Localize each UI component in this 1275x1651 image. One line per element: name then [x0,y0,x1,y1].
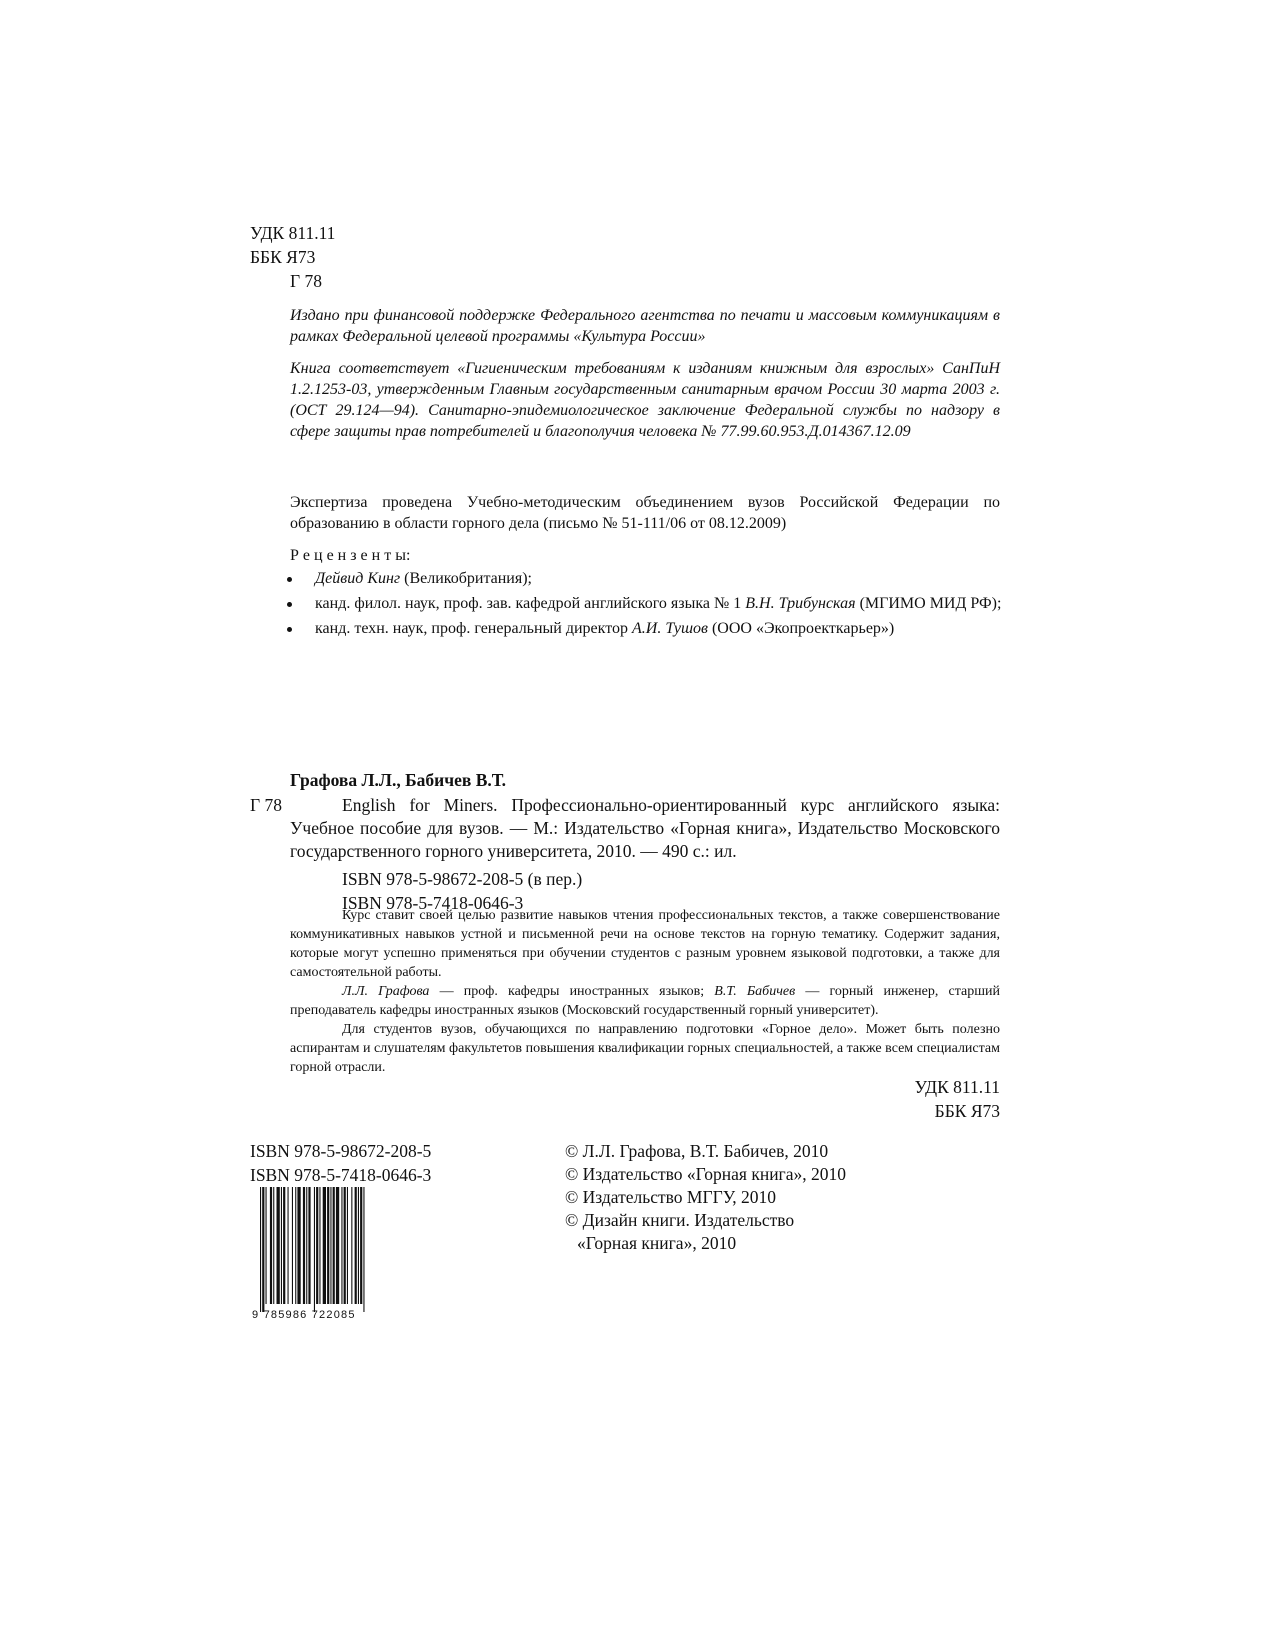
barcode-bar [314,1187,315,1312]
barcode-bar [330,1187,331,1304]
author-mark: Г 78 [290,271,322,291]
bbk-code-right: ББК Я73 [934,1101,1000,1121]
copyright-line: © Дизайн книги. Издательство [565,1210,795,1230]
barcode-bar [360,1187,362,1304]
barcode-bar [341,1187,342,1304]
copyright-line: © Л.Л. Графова, В.Т. Бабичев, 2010 [565,1141,829,1161]
barcode-bar [260,1187,261,1312]
bbk-code: ББК Я73 [250,247,316,267]
barcode-bar [308,1187,310,1304]
reviewer-name: А.И. Тушов [632,620,708,637]
barcode-bar [273,1187,274,1304]
barcode-digits: 9 785986 722085 [252,1309,356,1321]
copyright-block [565,1140,846,1255]
annotation-paragraph: Для студентов вузов, обучающихся по направлению подготовки «Горное дело». Может быть полезно аспирантам и слушателям факультетов повышения квалификации горных специальностей, а также всем специалистам горной отрасли. [290,1022,1000,1075]
barcode-bar [262,1187,264,1312]
barcode-bar [355,1187,357,1304]
barcode-bar [336,1187,339,1304]
barcode-bar [323,1187,326,1304]
reviewer-name: В.Н. Трибунская [745,595,856,612]
annotation-paragraph: Курс ставит своей целью развитие навыков чтения профессиональных текстов, а также совершенствование коммуникативных навыков устной и письменной речи на основе текстов на горную тематику. Содержит задания, которые могут успешно применяться при обучении студентов с разным уровнем языковой подготовки, а также для самостоятельной работы. [290,908,1000,980]
barcode-bar [288,1187,289,1304]
barcode-bar [281,1187,282,1304]
barcode-bar [297,1187,300,1304]
bib-description: English for Miners. Профессионально-ориентированный курс английского языка: Учебное пособие для вузов. — М.: Издательство «Горная книга», Издательство Московского государственного горного университета, 2010. — 490 с.: ил. [290,795,1000,861]
copyright-line: «Горная книга», 2010 [577,1233,737,1253]
reviewer-item: канд. техн. наук, проф. генеральный директор А.И. Тушов (ООО «Экопроекткарьер») [285,618,1005,639]
barcode-bar [327,1187,329,1304]
bib-authors: Графова Л.Л., Бабичев В.Т. [290,770,507,790]
funding-note: Издано при финансовой поддержке Федерального агентства по печати и массовым коммуникациям в рамках Федеральной целевой программы «Культура России» [290,307,1000,345]
reviewer-item: канд. филол. наук, проф. зав. кафедрой английского языка № 1 В.Н. Трибунская (МГИМО МИД РФ); [285,593,1005,614]
barcode-bar [363,1187,364,1312]
barcode-bar [351,1187,352,1304]
copyright-line: © Издательство «Горная книга», 2010 [565,1164,846,1184]
barcode-bar [295,1187,296,1304]
reviewers-list [285,568,1005,643]
barcode-bar [319,1187,320,1304]
barcode-bar [283,1187,285,1304]
barcode-bar [270,1187,272,1304]
barcode-bars [260,1187,365,1312]
barcode-bar [347,1187,348,1304]
bib-isbn-2: ISBN 978-5-7418-0646-3 [342,893,524,913]
barcode-bar [277,1187,280,1304]
reviewer-item: Дейвид Кинг (Великобритания); [285,568,1005,589]
barcode-bar [344,1187,346,1304]
barcode-bar [333,1187,335,1304]
barcode-bar [292,1187,293,1304]
isbn-line-1: ISBN 978-5-98672-208-5 [250,1141,432,1161]
isbn-line-2: ISBN 978-5-7418-0646-3 [250,1165,432,1185]
isbn-barcode [250,1187,400,1322]
barcode-bar [358,1187,359,1304]
reviewers-heading: Р е ц е н з е н т ы: [290,547,411,564]
copyright-line: © Издательство МГГУ, 2010 [565,1187,777,1207]
annotation-paragraph: Л.Л. Графова — проф. кафедры иностранных языков; В.Т. Бабичев — горный инженер, старший преподаватель кафедры иностранных языков (Московский государственный горный университет). [290,984,1000,1018]
bib-isbn-1: ISBN 978-5-98672-208-5 (в пер.) [342,869,583,889]
author-name: Л.Л. Графова [342,984,430,999]
barcode-bar [303,1187,305,1304]
udk-code: УДК 811.11 [250,223,336,243]
barcode-bar [316,1187,318,1304]
udk-code-right: УДК 811.11 [914,1077,1000,1097]
annotation [290,906,1000,1077]
bib-mark: Г 78 [250,795,282,815]
author-name: В.Т. Бабичев [714,984,796,999]
barcode-bar [306,1187,307,1304]
sanitary-note: Книга соответствует «Гигиеническим требованиям к изданиям книжным для взрослых» СанПиН 1.2.1253-03, утвержденным Главным государственным санитарным врачом России 30 марта 2003 г. (ОСТ 29.124—94). Санитарно-эпидемиологическое заключение Федеральной службы по надзору в сфере защиты прав потребителей и благополучия человека № 77.99.60.953.Д.014367.12.09 [290,360,1000,440]
barcode-bar [266,1187,267,1304]
reviewer-name: Дейвид Кинг [315,570,401,587]
expertise-note: Экспертиза проведена Учебно-методическим объединением вузов Российской Федерации по образованию в области горного дела (письмо № 51-111/06 от 08.12.2009) [290,494,1000,532]
